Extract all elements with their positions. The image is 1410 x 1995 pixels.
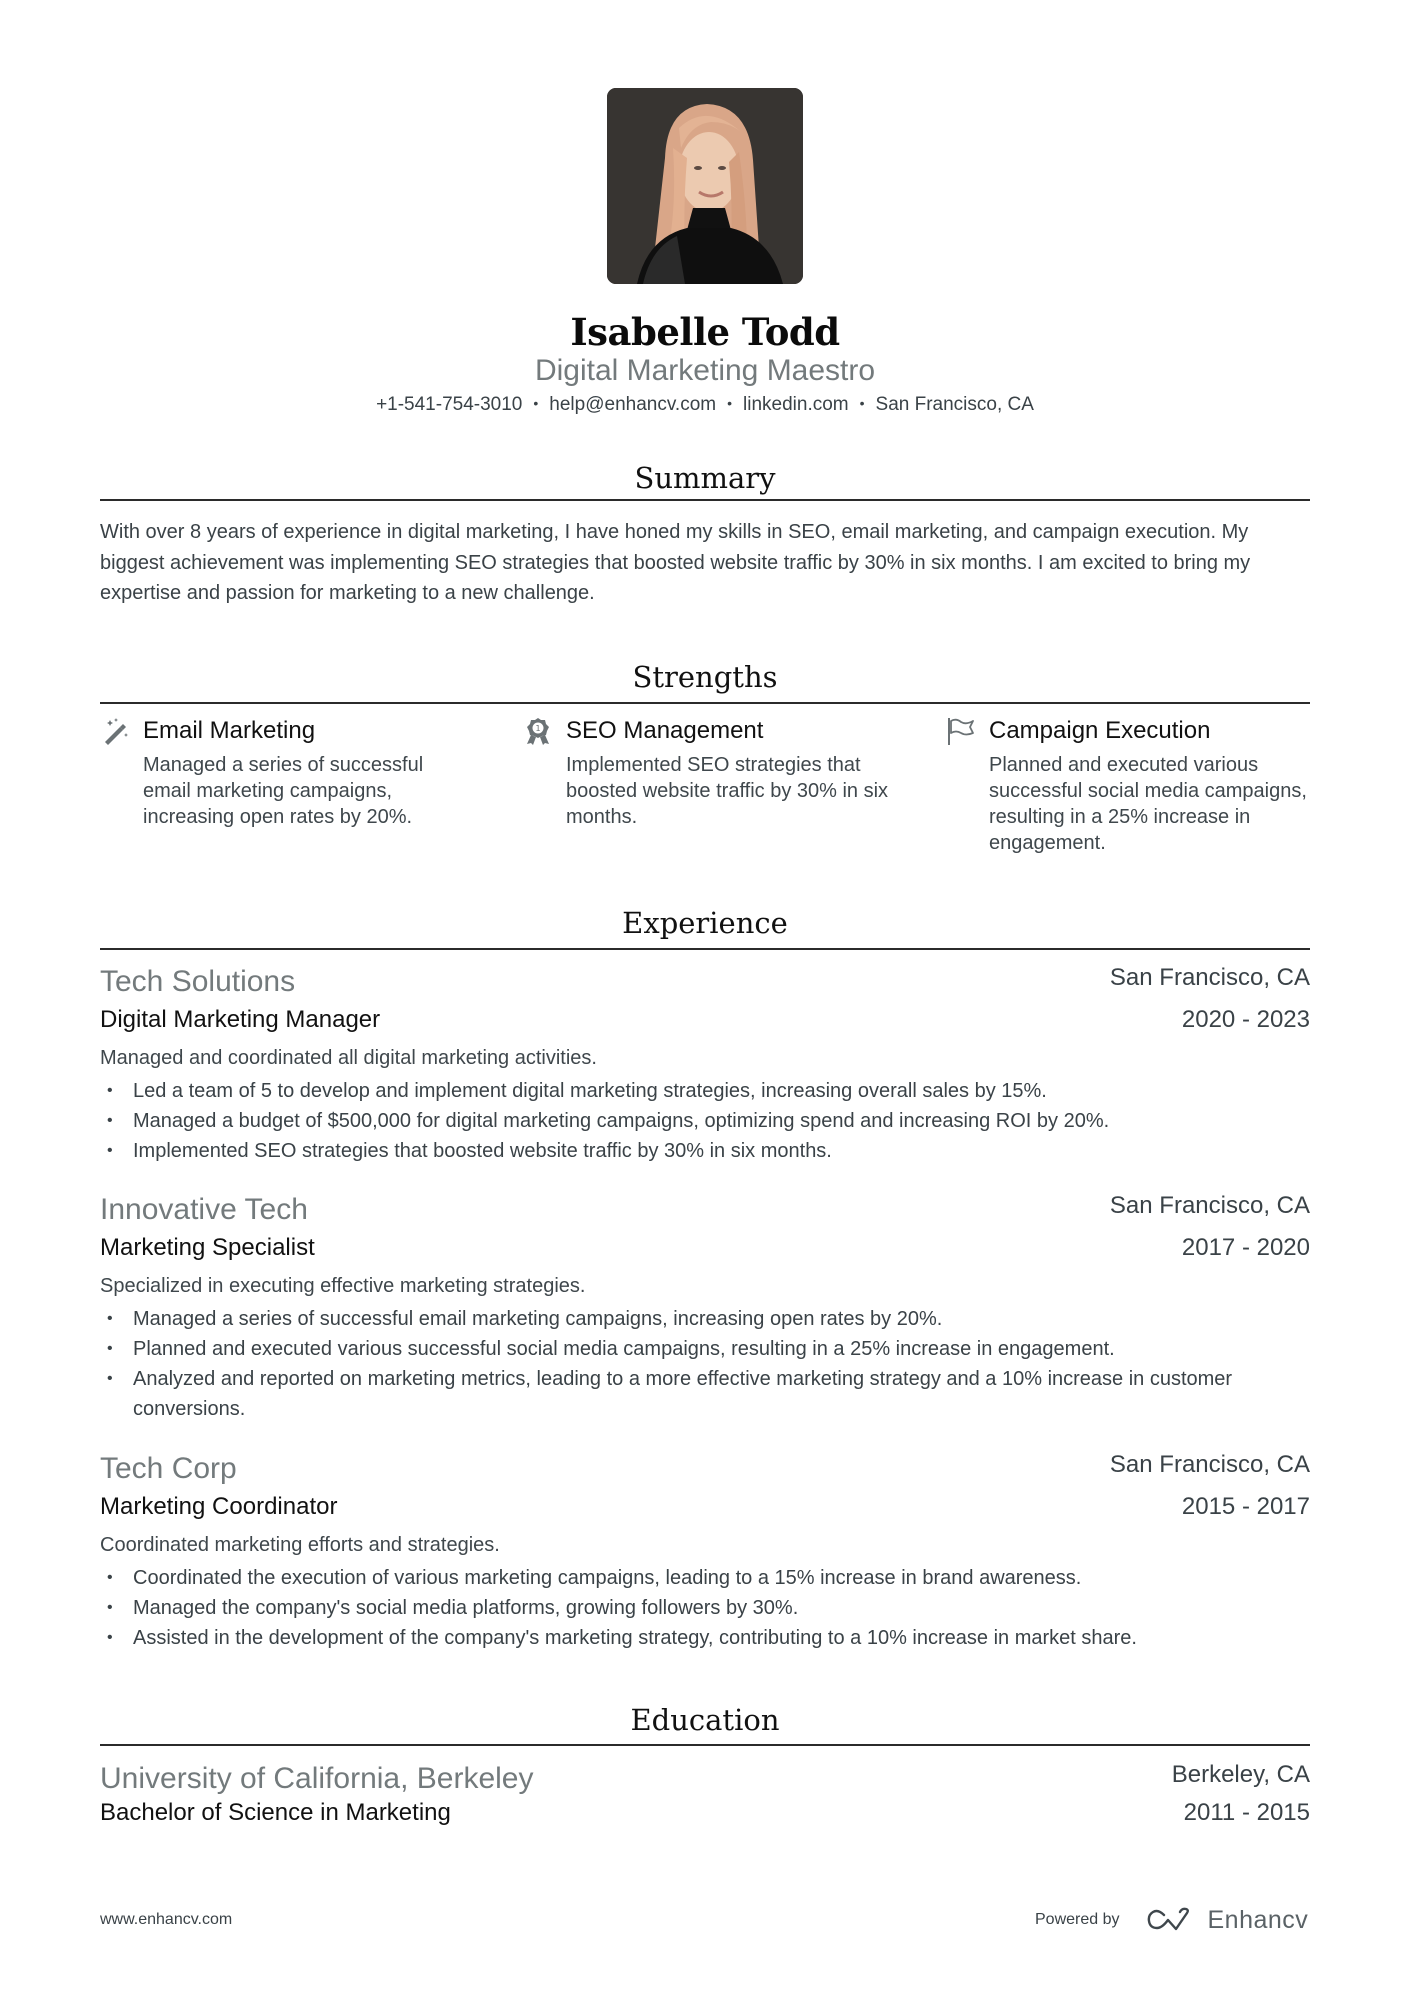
award-ribbon-icon xyxy=(523,716,553,746)
section-title-education: Education xyxy=(630,1703,780,1737)
bullet-item: • Coordinated the execution of various marketing campaigns, leading to a 15% increase in brand awareness. xyxy=(100,1563,1310,1593)
job-title: Digital Marketing Manager xyxy=(100,1006,381,1033)
linkedin-link[interactable]: linkedin.com xyxy=(743,394,849,415)
phone-link[interactable]: +1-541-754-3010 xyxy=(376,394,523,415)
email-link[interactable]: help@enhancv.com xyxy=(549,394,717,415)
bullet-item: • Analyzed and reported on marketing metrics, leading to a more effective marketing strategy and a 10% increase in customer conversions. xyxy=(100,1364,1310,1424)
job-description: Managed and coordinated all digital marketing activities. xyxy=(100,1047,597,1069)
candidate-headline: Digital Marketing Maestro xyxy=(534,354,876,387)
strength-title: Campaign Execution xyxy=(989,717,1211,744)
job-bullets xyxy=(100,1563,1310,1653)
company-name: Innovative Tech xyxy=(100,1193,308,1226)
section-divider xyxy=(100,948,1310,950)
job-description: Specialized in executing effective marketing strategies. xyxy=(100,1275,586,1297)
enhancv-brand-name: Enhancv xyxy=(1207,1905,1309,1934)
strength-title: SEO Management xyxy=(566,717,764,744)
bullet-item: • Planned and executed various successful social media campaigns, resulting in a 25% increase in engagement. xyxy=(100,1334,1310,1364)
bullet-item: • Managed the company's social media platforms, growing followers by 30%. xyxy=(100,1593,1310,1623)
separator-dot: • xyxy=(727,395,733,411)
education-dates: 2011 - 2015 xyxy=(1183,1799,1310,1826)
svg-text:1: 1 xyxy=(535,724,541,733)
job-dates: 2015 - 2017 xyxy=(1181,1493,1310,1520)
job-dates: 2017 - 2020 xyxy=(1181,1234,1310,1261)
section-divider xyxy=(100,499,1310,501)
section-title-strengths: Strengths xyxy=(632,660,778,694)
job-title: Marketing Coordinator xyxy=(100,1493,338,1520)
bullet-item: • Managed a series of successful email marketing campaigns, increasing open rates by 20%. xyxy=(100,1304,1310,1334)
portrait-image xyxy=(607,88,803,284)
location-text: San Francisco, CA xyxy=(875,394,1034,415)
job-dates: 2020 - 2023 xyxy=(1181,1006,1310,1033)
job-description: Coordinated marketing efforts and strategies. xyxy=(100,1534,500,1556)
job-bullets xyxy=(100,1076,1310,1166)
separator-dot: • xyxy=(859,395,865,411)
magic-wand-icon xyxy=(100,716,130,746)
school-location: Berkeley, CA xyxy=(1171,1761,1310,1788)
section-title-summary: Summary xyxy=(634,461,776,495)
degree: Bachelor of Science in Marketing xyxy=(100,1799,451,1826)
bullet-item: • Implemented SEO strategies that boosted website traffic by 30% in six months. xyxy=(100,1136,1310,1166)
bullet-item: • Assisted in the development of the company's marketing strategy, contributing to a 10% increase in market share. xyxy=(100,1623,1310,1653)
contact-info xyxy=(0,390,1410,418)
school-name: University of California, Berkeley xyxy=(100,1762,534,1795)
footer-website-link[interactable]: www.enhancv.com xyxy=(100,1911,233,1928)
job-location: San Francisco, CA xyxy=(1109,1451,1310,1478)
strength-description: Planned and executed various successful social media campaigns, resulting in a 25% increase in engagement. xyxy=(989,754,1307,854)
company-name: Tech Solutions xyxy=(100,965,296,998)
summary-text: With over 8 years of experience in digital marketing, I have honed my skills in SEO, email marketing, and campaign execution. My biggest achievement was implementing SEO strategies that boosted website traffic by 30% in six months. I am excited to bring my expertise and passion for marketing to a new challenge. xyxy=(100,521,1251,604)
job-location: San Francisco, CA xyxy=(1109,1192,1310,1219)
profile-photo xyxy=(607,88,803,284)
candidate-name: Isabelle Todd xyxy=(570,310,840,354)
job-bullets xyxy=(100,1304,1310,1424)
powered-by-badge[interactable] xyxy=(1035,1903,1308,1937)
company-name: Tech Corp xyxy=(100,1452,237,1485)
bullet-item: • Managed a budget of $500,000 for digital marketing campaigns, optimizing spend and increasing ROI by 20%. xyxy=(100,1106,1310,1136)
flag-icon xyxy=(946,716,976,746)
separator-dot: • xyxy=(533,395,539,411)
section-divider xyxy=(100,702,1310,704)
section-divider xyxy=(100,1744,1310,1746)
enhancv-logo-icon xyxy=(1146,1907,1194,1933)
strength-title: Email Marketing xyxy=(143,717,316,744)
bullet-item: • Led a team of 5 to develop and implement digital marketing strategies, increasing overall sales by 15%. xyxy=(100,1076,1310,1106)
job-location: San Francisco, CA xyxy=(1109,964,1310,991)
strength-description: Implemented SEO strategies that boosted website traffic by 30% in six months. xyxy=(566,754,889,828)
powered-by-label: Powered by xyxy=(1035,1911,1120,1928)
job-title: Marketing Specialist xyxy=(100,1234,315,1261)
section-title-experience: Experience xyxy=(622,906,788,940)
strength-description: Managed a series of successful email marketing campaigns, increasing open rates by 20%. xyxy=(143,754,424,828)
